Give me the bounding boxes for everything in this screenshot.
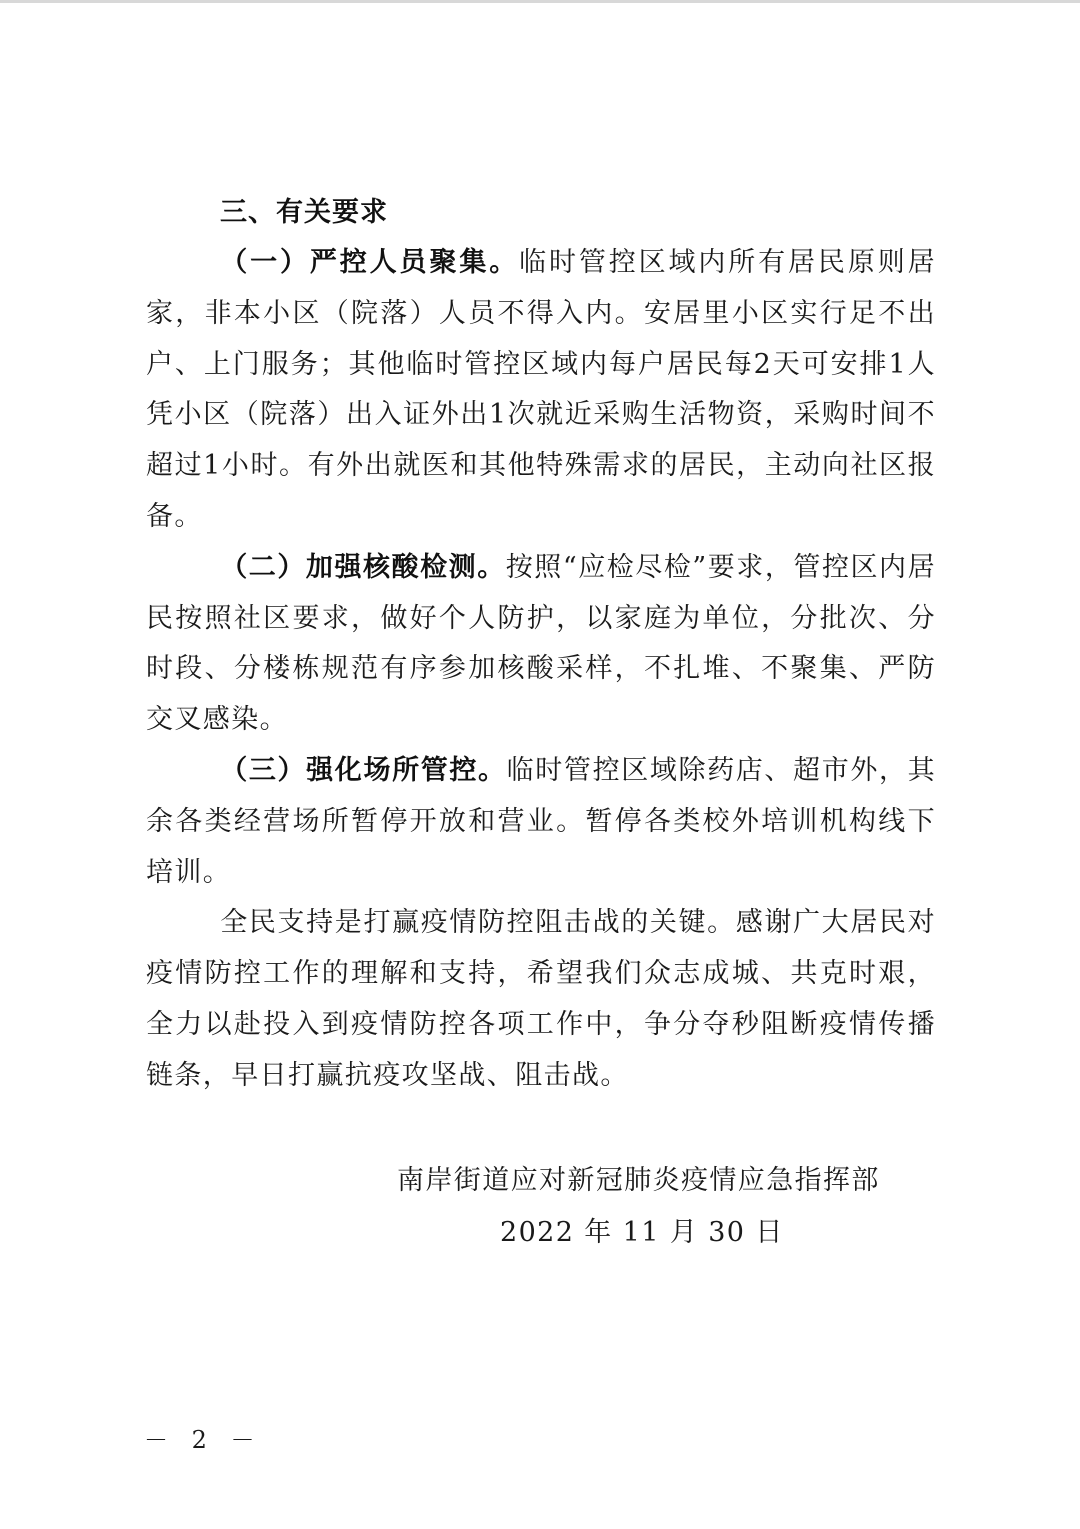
paragraph-2-lead: （二）加强核酸检测。 [220,551,506,583]
paragraph-3-lead: （三）强化场所管控。 [220,754,507,786]
page-top-edge [0,0,1080,3]
document-body [146,188,936,1102]
paragraph-1-text: 临时管控区域内所有居民原则居家，非本小区（院落）人员不得入内。安居里小区实行足不出户、上门服务；其他临时管控区域内每户居民每2天可安排1人凭小区（院落）出入证外出1次就近采购生活物资，采购时间不超过1小时。有外出就医和其他特殊需求的居民，主动向社区报备。 [146,247,936,532]
signature: 南岸街道应对新冠肺炎疫情应急指挥部 [397,1165,880,1196]
page-number: － 2 － [144,1426,263,1454]
paragraph-1 [146,238,936,543]
section-heading: 三、有关要求 [220,197,388,228]
paragraph-2-text: 按照“应检尽检”要求，管控区内居民按照社区要求，做好个人防护，以家庭为单位，分批次、分时段、分楼栋规范有序参加核酸采样，不扎堆、不聚集、严防交叉感染。 [146,551,936,736]
paragraph-1-lead: （一）严控人员聚集。 [220,247,520,278]
issue-date: 2022 年 11 月 30 日 [500,1217,784,1248]
closing-paragraph: 全民支持是打赢疫情防控阻击战的关键。感谢广大居民对疫情防控工作的理解和支持，希望我们众志成城、共克时艰，全力以赴投入到疫情防控各项工作中，争分夺秒阻断疫情传播链条，早日打赢抗疫攻坚战、阻击战。 [146,907,936,1091]
paragraph-2 [146,543,936,746]
paragraph-3-text: 临时管控区域除药店、超市外，其余各类经营场所暂停开放和营业。暂停各类校外培训机构线下培训。 [146,754,937,888]
paragraph-3 [146,746,936,898]
